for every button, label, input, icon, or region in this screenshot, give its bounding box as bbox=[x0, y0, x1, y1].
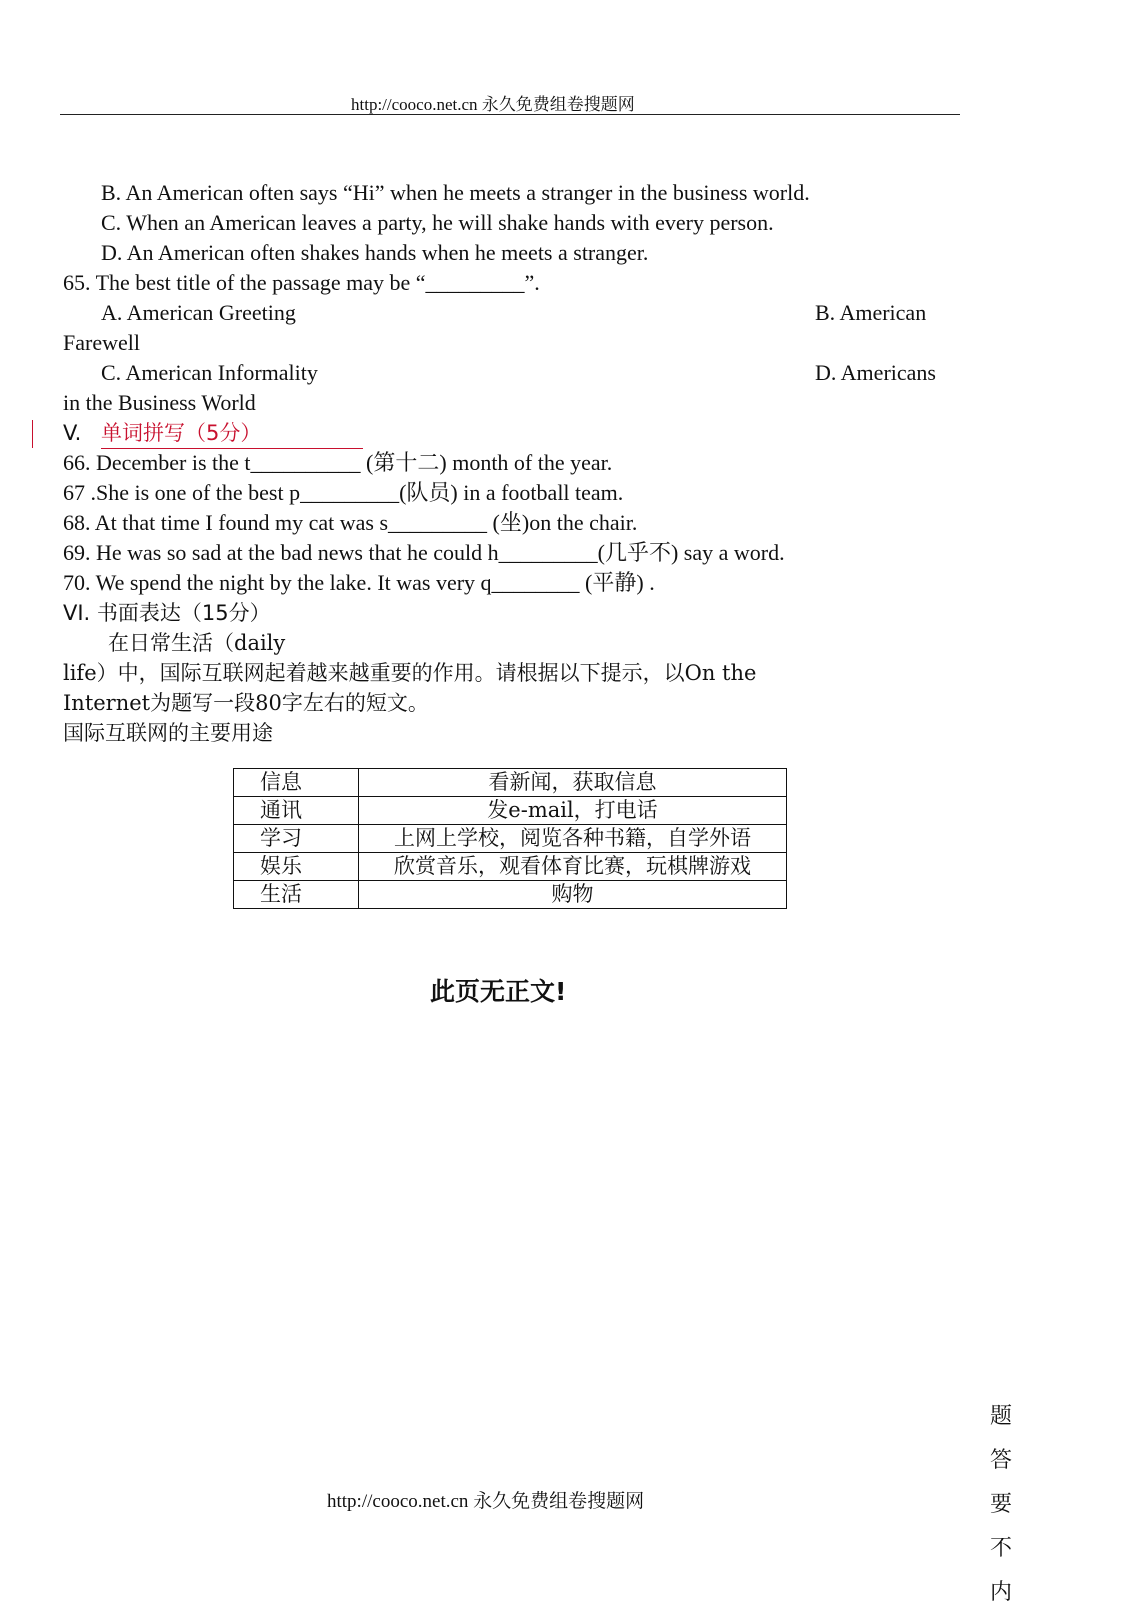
side-margin-char: 内 bbox=[989, 1580, 1012, 1605]
q70: 70. We spend the night by the lake. It was very q________ (平静) . bbox=[63, 570, 655, 595]
q65-option-d-wrap: in the Business World bbox=[63, 390, 256, 415]
section5-numeral: V. bbox=[63, 421, 82, 445]
side-margin-char: 要 bbox=[989, 1492, 1012, 1517]
table-cell-detail: 发e-mail，打电话 bbox=[359, 797, 787, 825]
q65-option-d: D. Americans bbox=[815, 360, 936, 385]
table-row bbox=[234, 797, 787, 825]
section5-title: 单词拼写（5分） bbox=[101, 421, 262, 445]
q67: 67 .She is one of the best p_________(队员) in a football team. bbox=[63, 480, 624, 505]
q65-option-c: C. American Informality bbox=[101, 360, 318, 385]
table-cell-detail: 看新闻，获取信息 bbox=[359, 769, 787, 797]
page-footer: http://cooco.net.cn 永久免费组卷搜题网 bbox=[327, 1491, 645, 1512]
side-margin-char: 答 bbox=[989, 1448, 1012, 1473]
table-cell-use: 学习 bbox=[234, 825, 359, 853]
page-header: http://cooco.net.cn 永久免费组卷搜题网 bbox=[351, 95, 635, 114]
no-body-notice: 此页无正文! bbox=[430, 977, 567, 1006]
table-cell-detail: 欣赏音乐，观看体育比赛，玩棋牌游戏 bbox=[359, 853, 787, 881]
q65-stem: 65. The best title of the passage may be “_________”. bbox=[63, 270, 540, 295]
table-row bbox=[234, 853, 787, 881]
table-row bbox=[234, 825, 787, 853]
header-rule bbox=[60, 114, 960, 115]
table-cell-use: 信息 bbox=[234, 769, 359, 797]
table-row bbox=[234, 769, 787, 797]
side-margin-char: 不 bbox=[989, 1536, 1012, 1561]
q64-option-d: D. An American often shakes hands when he meets a stranger. bbox=[101, 240, 649, 265]
table-caption: 国际互联网的主要用途 bbox=[63, 721, 273, 745]
table-cell-use: 娱乐 bbox=[234, 853, 359, 881]
q64-option-b: B. An American often says “Hi” when he meets a stranger in the business world. bbox=[101, 180, 810, 205]
q65-option-a: A. American Greeting bbox=[101, 300, 296, 325]
section6-prompt-line1: 在日常生活（daily bbox=[108, 631, 286, 655]
internet-uses-table bbox=[233, 768, 787, 909]
table-cell-detail: 购物 bbox=[359, 881, 787, 909]
q66: 66. December is the t__________ (第十二) month of the year. bbox=[63, 450, 613, 475]
text-cursor bbox=[32, 420, 33, 448]
q64-option-c: C. When an American leaves a party, he will shake hands with every person. bbox=[101, 210, 774, 235]
q65-option-b: B. American bbox=[815, 300, 927, 325]
section6-prompt-line3: Internet为题写一段80字左右的短文。 bbox=[63, 691, 429, 715]
q69: 69. He was so sad at the bad news that he could h_________(几乎不) say a word. bbox=[63, 540, 785, 565]
side-margin-char: 题 bbox=[989, 1404, 1012, 1429]
table-cell-use: 通讯 bbox=[234, 797, 359, 825]
section6-prompt-line2: life）中，国际互联网起着越来越重要的作用。请根据以下提示，以On the bbox=[63, 661, 757, 685]
q65-option-b-wrap: Farewell bbox=[63, 330, 140, 355]
section6-title: VI. 书面表达（15分） bbox=[63, 601, 271, 625]
side-margin-text bbox=[988, 1395, 1014, 1615]
table-cell-use: 生活 bbox=[234, 881, 359, 909]
q68: 68. At that time I found my cat was s_________ (坐)on the chair. bbox=[63, 510, 638, 535]
table-cell-detail: 上网上学校，阅览各种书籍，自学外语 bbox=[359, 825, 787, 853]
table-row bbox=[234, 881, 787, 909]
